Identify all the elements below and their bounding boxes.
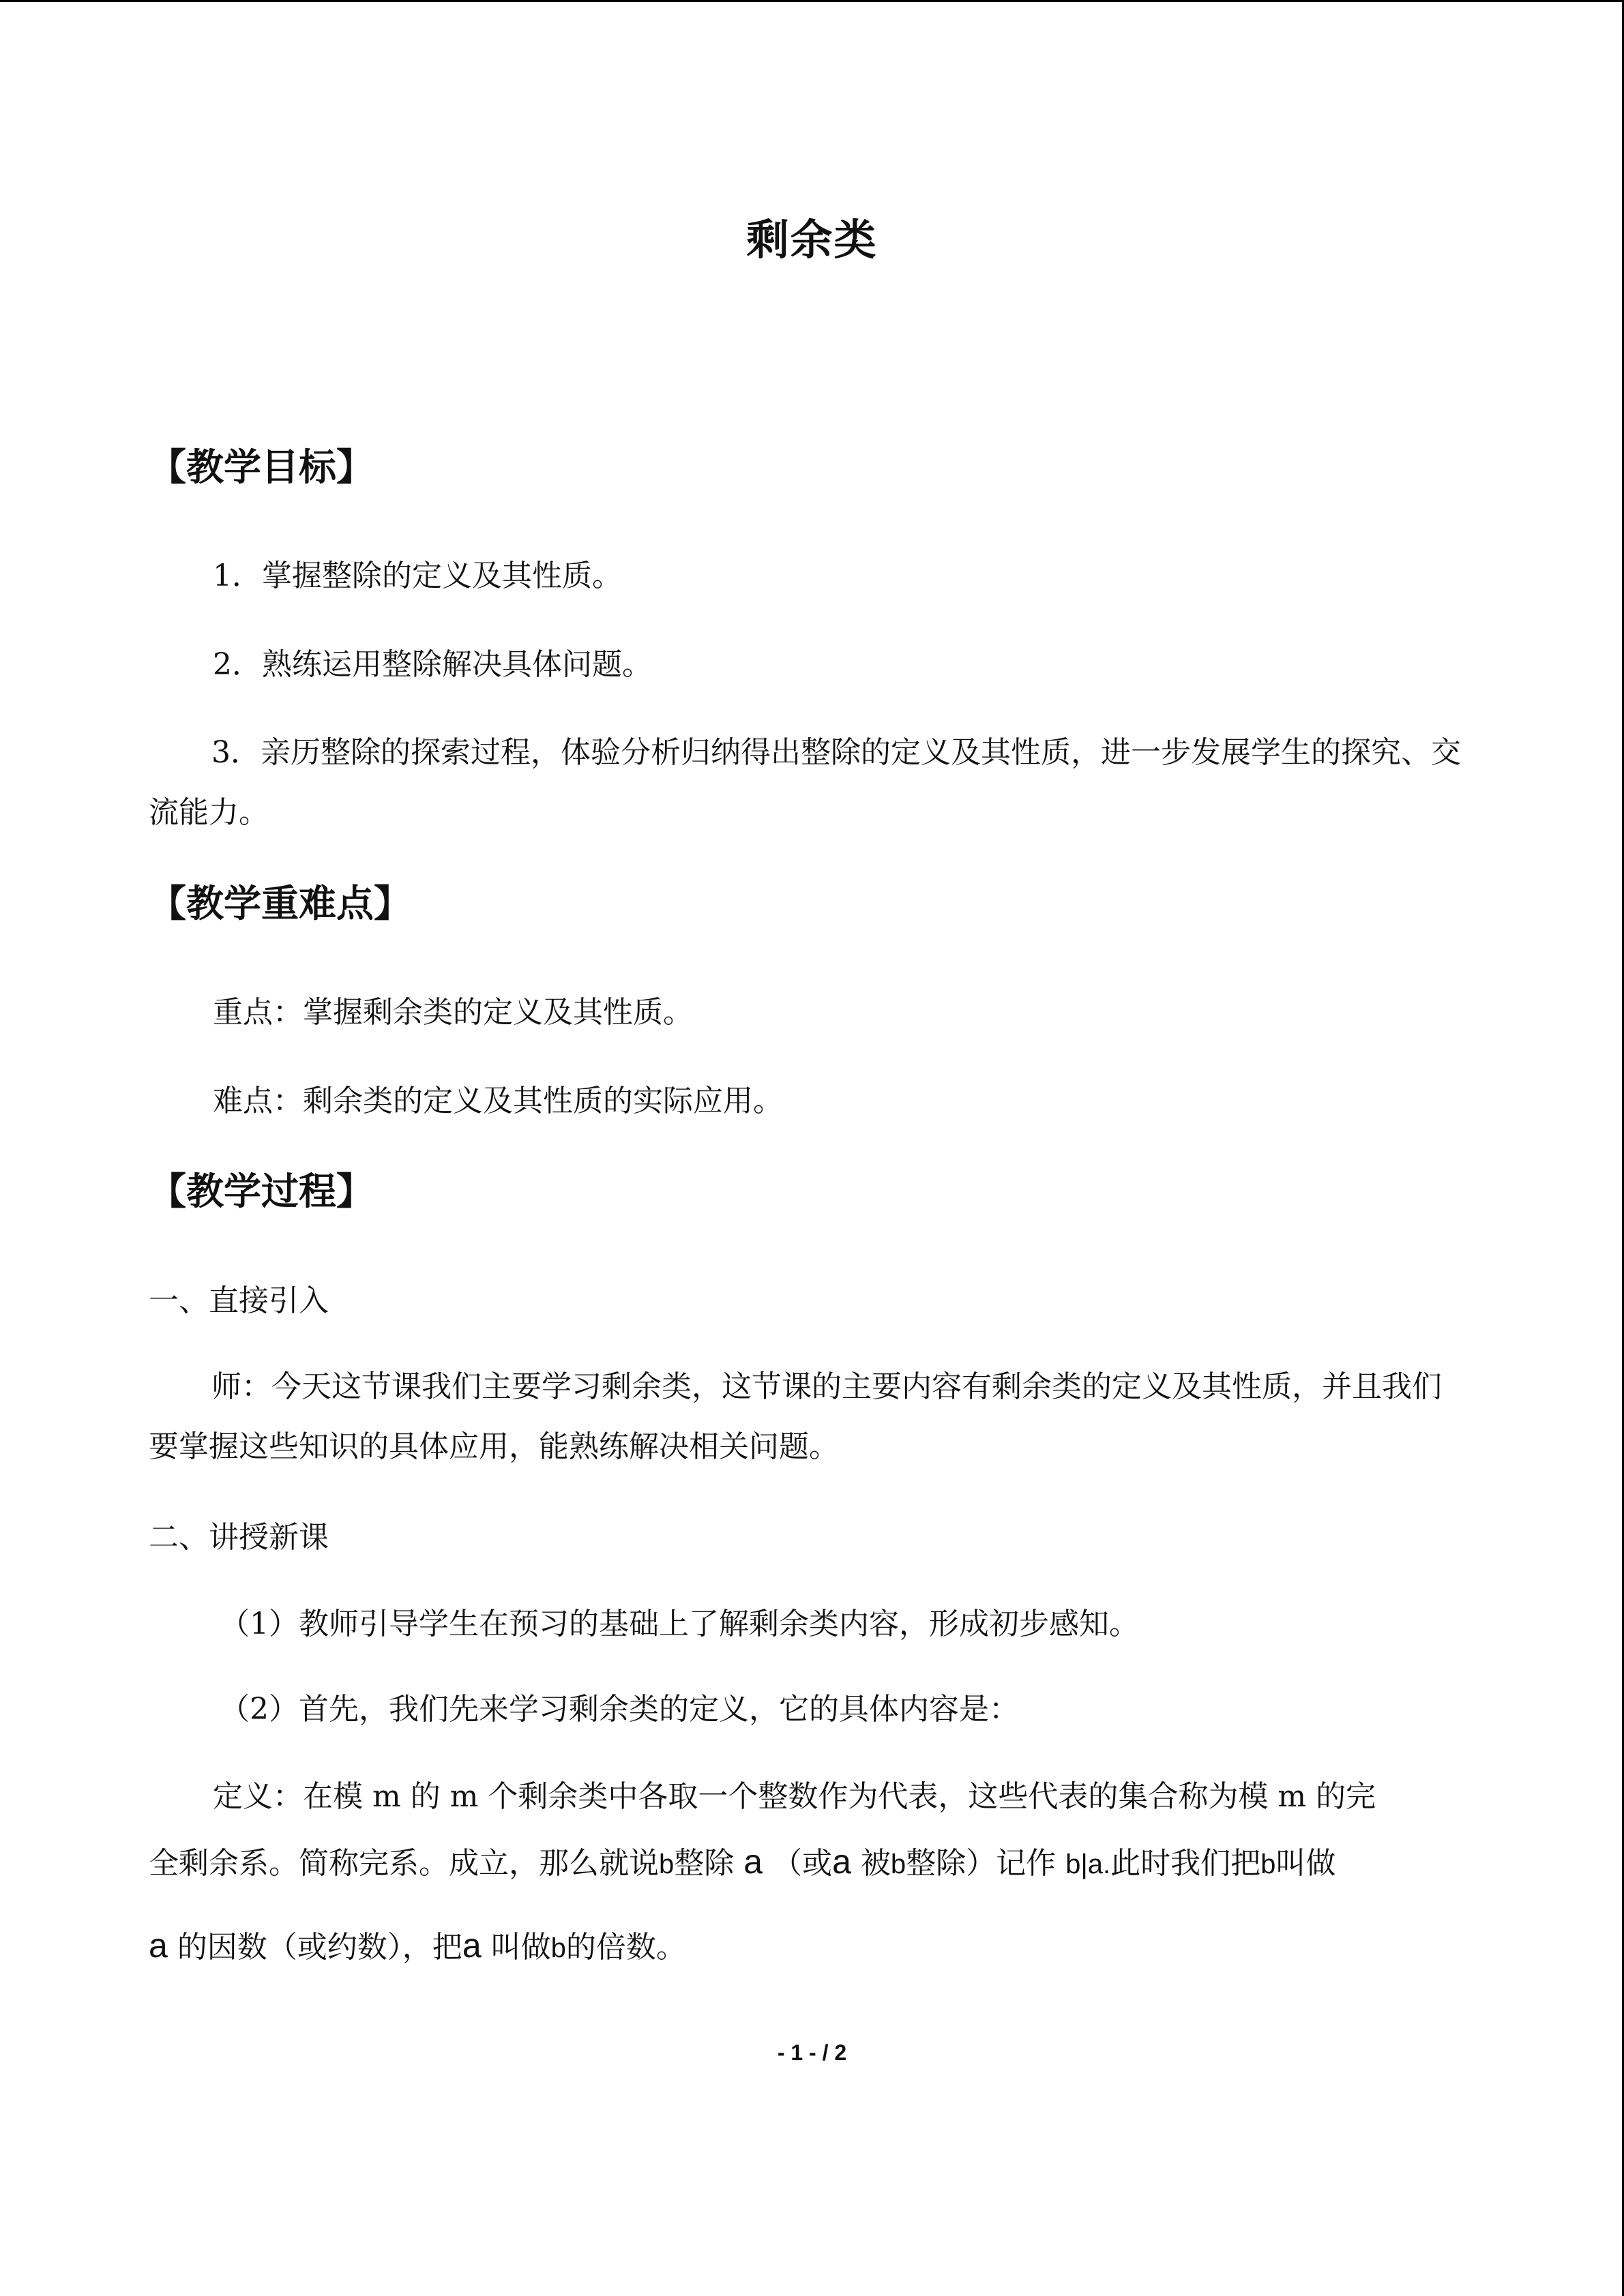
variable-b: b	[890, 1849, 906, 1879]
process-part1-text: 师：今天这节课我们主要学习剩余类，这节课的主要内容有剩余类的定义及其性质，并且我们要掌握这些知识的具体应用，能熟练解决相关问题。	[149, 1369, 1442, 1464]
definition-text: 此时我们把	[1110, 1846, 1261, 1881]
process-part1-title: 一、直接引入	[149, 1283, 329, 1318]
variable-b: b	[1260, 1849, 1276, 1879]
process-step-2: （2）首先，我们先来学习剩余类的定义，它的具体内容是：	[220, 1692, 1019, 1727]
definition-line-1: 定义：在模 m 的 m 个剩余类中各取一个整数作为代表，这些代表的集合称为模 m 的完	[213, 1779, 1376, 1814]
objective-item-2: 2．熟练运用整除解决具体问题。	[213, 647, 652, 682]
page-title: 剩余类	[746, 215, 878, 265]
divisibility-notation: b|a.	[1065, 1849, 1111, 1879]
variable-b: b	[550, 1933, 566, 1963]
definition-text: 叫做	[490, 1930, 551, 1965]
definition-text: 的因数（或约数），把	[177, 1930, 462, 1965]
key-point-difficulty: 难点：剩余类的定义及其性质的实际应用。	[213, 1084, 783, 1118]
objective-item-1: 1．掌握整除的定义及其性质。	[213, 558, 622, 593]
section-heading-key-points: 【教学重难点】	[149, 882, 412, 925]
process-part2-title: 二、讲授新课	[149, 1520, 329, 1555]
objective-item-3: 3．亲历整除的探索过程，体验分析归纳得出整除的定义及其性质，进一步发展学生的探究、交流能力。	[149, 735, 1461, 830]
definition-line-2	[149, 1841, 1472, 1885]
definition-line-3	[149, 1925, 1472, 1969]
section-heading-objectives: 【教学目标】	[149, 445, 374, 489]
definition-text: 的倍数。	[565, 1930, 686, 1965]
process-step-1: （1）教师引导学生在预习的基础上了解剩余类内容，形成初步感知。	[220, 1607, 1139, 1641]
definition-text: 整除	[674, 1846, 735, 1881]
definition-text: 全剩余系。简称完系。成立，那么就说	[149, 1846, 659, 1881]
definition-text: （或	[772, 1846, 833, 1881]
variable-a: a	[149, 1926, 168, 1965]
variable-a: a	[832, 1843, 851, 1881]
page-number: - 1 - / 2	[777, 2040, 847, 2065]
variable-a: a	[743, 1843, 763, 1881]
variable-b: b	[659, 1849, 675, 1879]
definition-text: 整除）记作	[906, 1846, 1057, 1881]
variable-a: a	[462, 1926, 482, 1965]
key-point-focus: 重点：掌握剩余类的定义及其性质。	[213, 995, 693, 1030]
definition-text: 被	[860, 1846, 891, 1881]
section-heading-process: 【教学过程】	[149, 1169, 374, 1213]
definition-text: 叫做	[1275, 1846, 1336, 1881]
